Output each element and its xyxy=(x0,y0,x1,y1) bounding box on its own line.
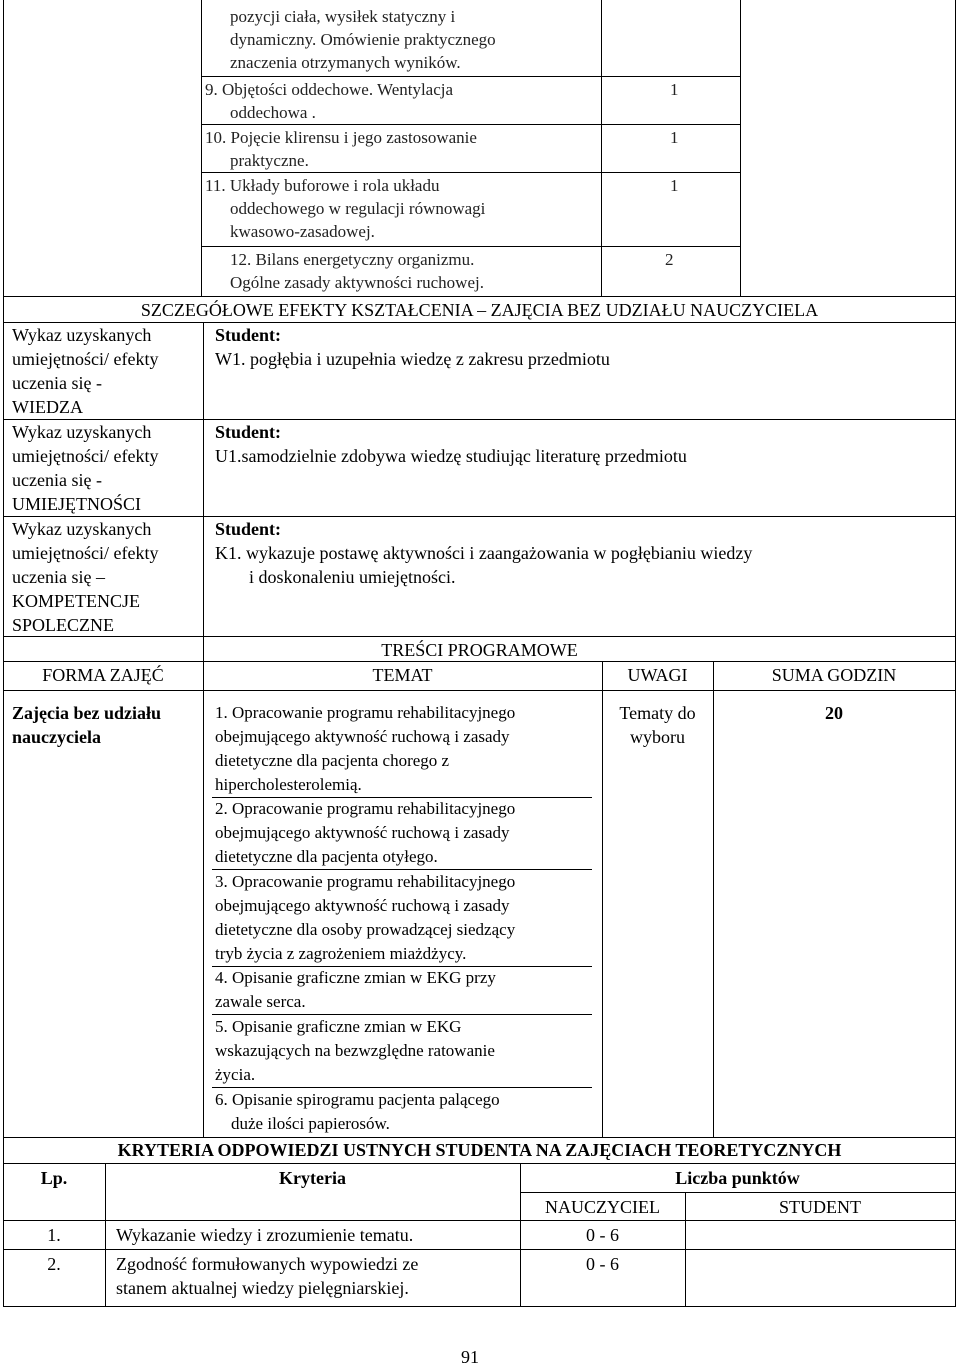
criteria-header-student: STUDENT xyxy=(779,1197,861,1217)
criteria-row-1-text: Wykazanie wiedzy i zrozumienie tematu. xyxy=(116,1225,414,1245)
header-forma: FORMA ZAJĘĆ xyxy=(42,665,164,685)
topic-text-9: 9. Objętości oddechowe. Wentylacja oddechowa . xyxy=(205,80,454,122)
notes-cell: Tematy do wyboru xyxy=(619,703,696,747)
effects-row-umiejetnosci-content: Student: U1.samodzielnie zdobywa wiedzę studiując literaturę przedmiotu xyxy=(215,422,687,466)
topic-hours-12: 2 xyxy=(665,250,674,269)
program-topic-5: 5. Opisanie graficzne zmian w EKG wskazujących na bezwzględne ratowanie życia. xyxy=(215,1017,495,1084)
program-topic-3: 3. Opracowanie programu rehabilitacyjnego obejmującego aktywność ruchową i zasady dietetyczne dla osoby prowadzącej siedzący tryb życia z zagrożeniem miażdżycy. xyxy=(215,872,516,963)
topic-text-10: 10. Pojęcie klirensu i jego zastosowanie praktyczne. xyxy=(205,128,477,170)
criteria-row-2-teacher: 0 - 6 xyxy=(586,1254,619,1274)
header-suma: SUMA GODZIN xyxy=(771,665,897,685)
criteria-header-kryteria: Kryteria xyxy=(279,1168,346,1188)
effects-row-kompetencje-content: Student: K1. wykazuje postawę aktywności i zaangażowania w pogłębianiu wiedzy i doskonaleniu umiejętności. xyxy=(215,519,753,587)
form-cell: Zajęcia bez udziału nauczyciela xyxy=(12,703,161,747)
page-number: 91 xyxy=(461,1347,479,1367)
topic-text-12: 12. Bilans energetyczny organizmu. Ogólne zasady aktywności ruchowej. xyxy=(230,250,484,292)
topic-text-11: 11. Układy buforowe i rola układu oddechowego w regulacji równowagi kwasowo-zasadowej. xyxy=(205,176,486,241)
header-uwagi: UWAGI xyxy=(627,665,688,685)
program-topic-1: 1. Opracowanie programu rehabilitacyjnego obejmującego aktywność ruchową i zasady dietetyczne dla pacjenta chorego z hipercholesterolemią. xyxy=(215,703,516,794)
effects-row-wiedza-label: Wykaz uzyskanych umiejętności/ efekty uczenia się - WIEDZA xyxy=(12,325,159,417)
effects-row-umiejetnosci-label: Wykaz uzyskanych umiejętności/ efekty uczenia się - UMIEJĘTNOŚCI xyxy=(12,422,159,514)
sum-cell: 20 xyxy=(825,703,843,723)
criteria-header-teacher: NAUCZYCIEL xyxy=(545,1197,660,1217)
criteria-row-2-lp: 2. xyxy=(47,1254,61,1274)
topic-hours-9: 1 xyxy=(670,80,679,99)
topic-hours-11: 1 xyxy=(670,176,679,195)
topic-hours-10: 1 xyxy=(670,128,679,147)
criteria-row-2-text: Zgodność formułowanych wypowiedzi ze stanem aktualnej wiedzy pielęgniarskiej. xyxy=(116,1254,419,1298)
effects-row-wiedza-content: Student: W1. pogłębia i uzupełnia wiedzę z zakresu przedmiotu xyxy=(215,325,610,369)
program-title: TREŚCI PROGRAMOWE xyxy=(381,640,578,660)
criteria-header-lp: Lp. xyxy=(40,1168,68,1188)
program-topic-4: 4. Opisanie graficzne zmian w EKG przy zawale serca. xyxy=(215,968,496,1011)
criteria-title: KRYTERIA ODPOWIEDZI USTNYCH STUDENTA NA ZAJĘCIACH TEORETYCZNYCH xyxy=(117,1140,842,1160)
effects-row-kompetencje-label: Wykaz uzyskanych umiejętności/ efekty uczenia się – KOMPETENCJE SPOLECZNE xyxy=(12,519,159,635)
effects-title: SZCZEGÓŁOWE EFEKTY KSZTAŁCENIA – ZAJĘCIA BEZ UDZIAŁU NAUCZYCIELA xyxy=(140,300,819,320)
header-temat: TEMAT xyxy=(372,665,433,685)
topic-text-0: pozycji ciała, wysiłek statyczny i dynamiczny. Omówienie praktycznego znaczenia otrzymanych wyników. xyxy=(230,7,496,72)
program-topic-6: 6. Opisanie spirogramu pacjenta palącego duże ilości papierosów. xyxy=(215,1090,500,1133)
program-topic-2: 2. Opracowanie programu rehabilitacyjnego obejmującego aktywność ruchową i zasady dietetyczne dla pacjenta otyłego. xyxy=(215,799,516,866)
criteria-header-points: Liczba punktów xyxy=(675,1168,800,1188)
criteria-row-1-teacher: 0 - 6 xyxy=(586,1225,619,1245)
criteria-row-1-lp: 1. xyxy=(47,1225,61,1245)
